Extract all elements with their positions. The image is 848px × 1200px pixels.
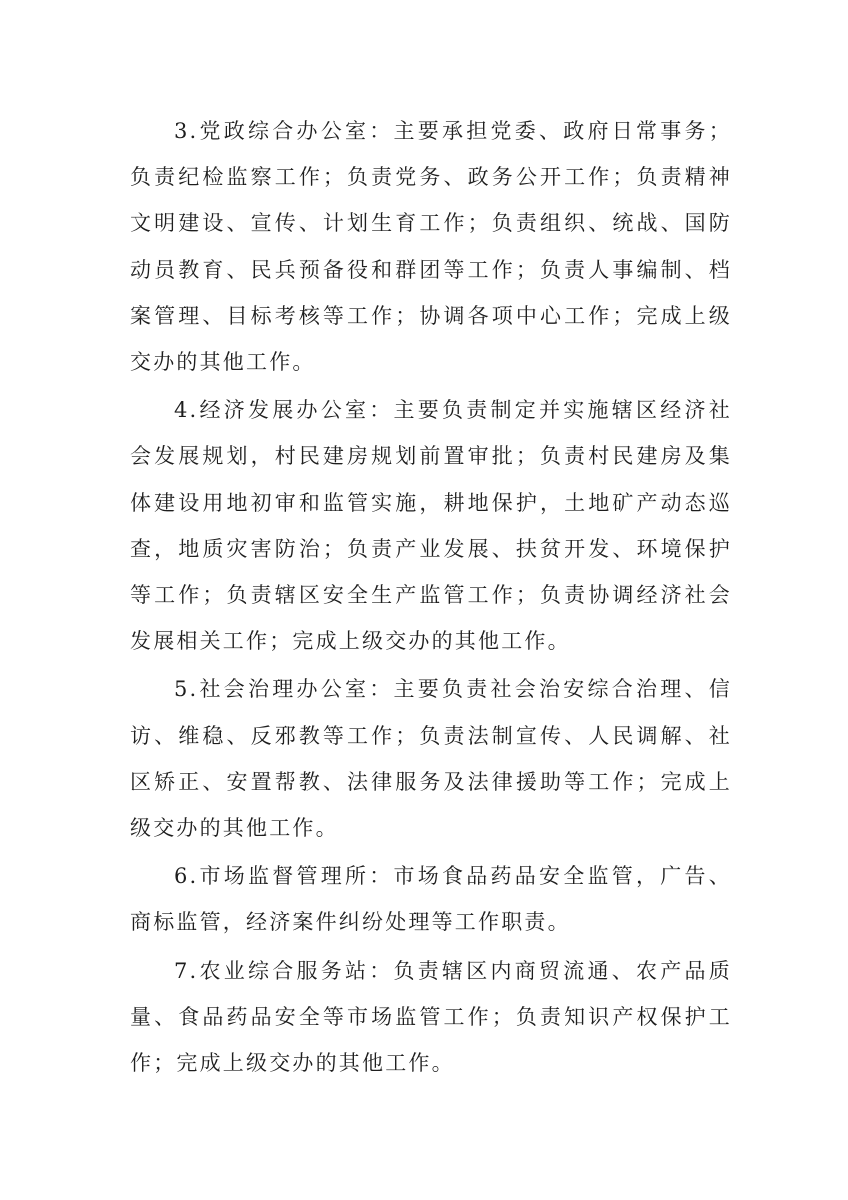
paragraph-agricultural-service-station: 7.农业综合服务站：负责辖区内商贸流通、农产品质量、食品药品安全等市场监管工作；负责知识产权保护工作；完成上级交办的其他工作。 bbox=[130, 958, 732, 1076]
paragraph-social-governance-office: 5.社会治理办公室：主要负责社会治安综合治理、信访、维稳、反邪教等工作；负责法制宣传、人民调解、社区矫正、安置帮教、法律服务及法律援助等工作；完成上级交办的其他工作。 bbox=[130, 677, 732, 841]
paragraph-party-government-office: 3.党政综合办公室：主要承担党委、政府日常事务；负责纪检监察工作；负责党务、政务公开工作；负责精神文明建设、宣传、计划生育工作；负责组织、统战、国防动员教育、民兵预备役和群团等工作；负责人事编制、档案管理、目标考核等工作；协调各项中心工作；完成上级交办的其他工作。 bbox=[130, 119, 732, 375]
paragraph-market-supervision-office: 6.市场监督管理所：市场食品药品安全监管，广告、商标监管，经济案件纠纷处理等工作职责。 bbox=[130, 864, 732, 935]
paragraph-economic-development-office: 4.经济发展办公室：主要负责制定并实施辖区经济社会发展规划，村民建房规划前置审批；负责村民建房及集体建设用地初审和监管实施，耕地保护，土地矿产动态巡查，地质灾害防治；负责产业发展、扶贫开发、环境保护等工作；负责辖区安全生产监管工作；负责协调经济社会发展相关工作；完成上级交办的其他工作。 bbox=[130, 398, 732, 654]
